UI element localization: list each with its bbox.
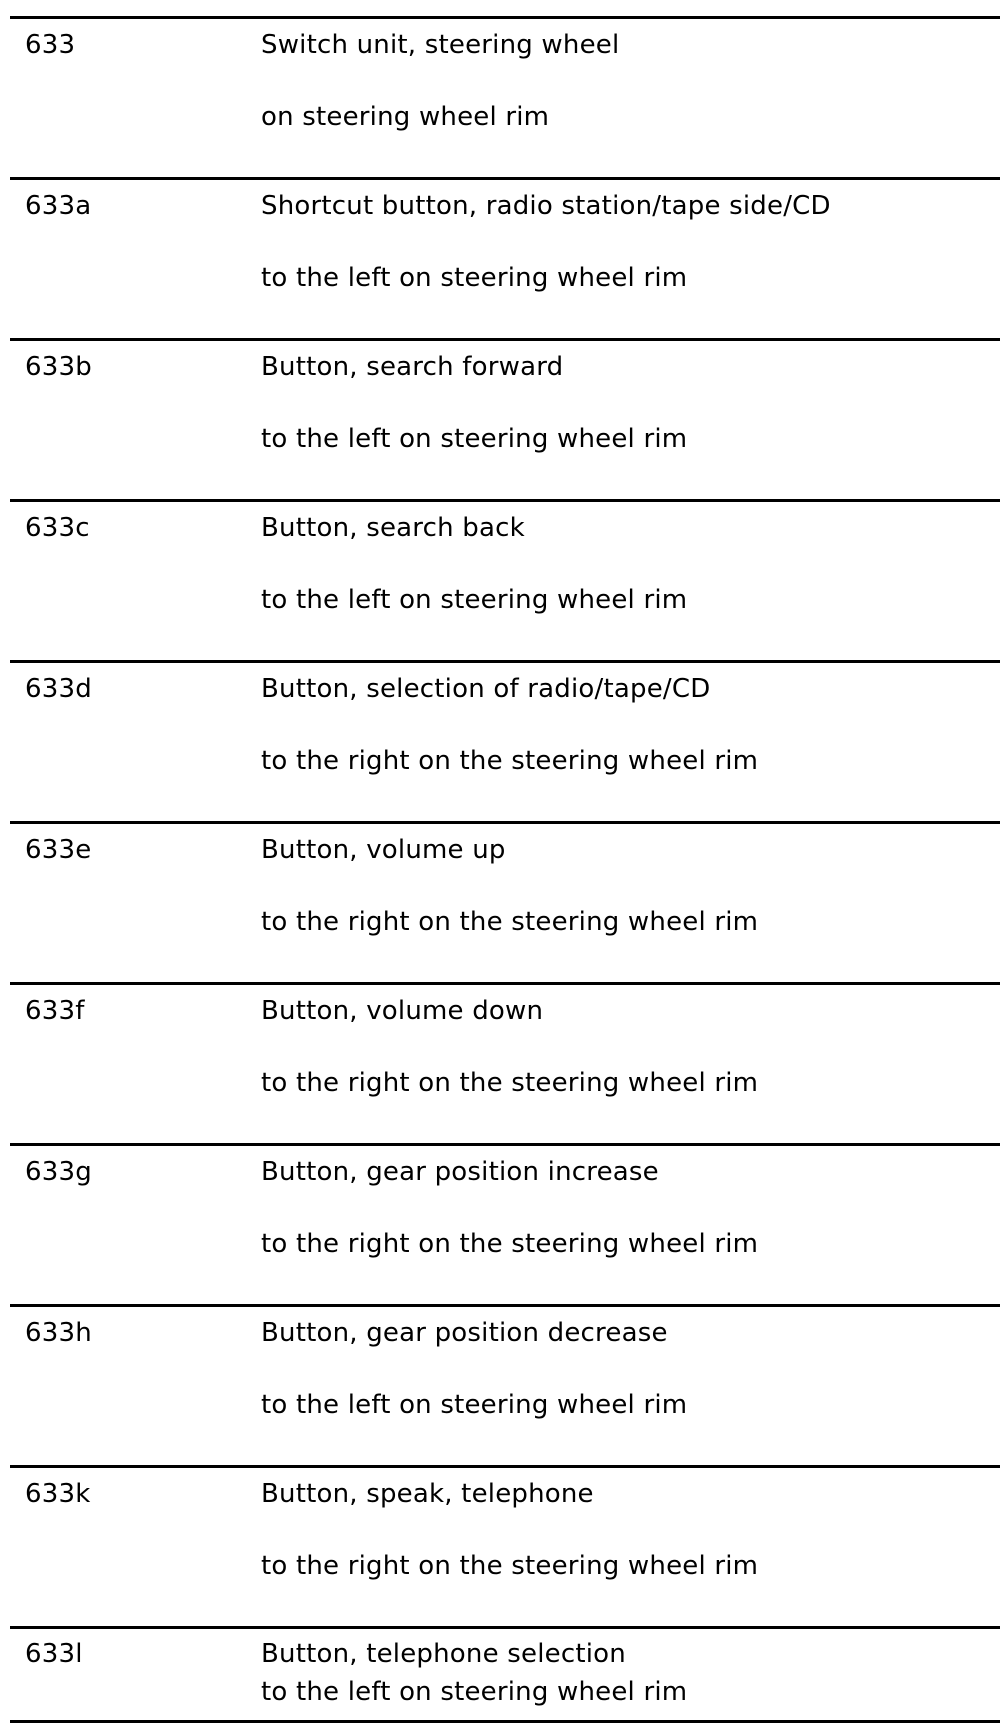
row-location: to the left on steering wheel rim (261, 263, 688, 293)
table-rule (10, 1304, 1000, 1307)
row-location: to the right on the steering wheel rim (261, 746, 759, 776)
row-location: to the left on steering wheel rim (261, 1677, 688, 1707)
table-rule (10, 338, 1000, 341)
row-code: 633a (25, 191, 92, 221)
row-location: on steering wheel rim (261, 102, 550, 132)
row-location: to the left on steering wheel rim (261, 1390, 688, 1420)
table-rule (10, 660, 1000, 663)
row-location: to the right on the steering wheel rim (261, 1068, 759, 1098)
table-rule (10, 982, 1000, 985)
table-rule (10, 1465, 1000, 1468)
row-location: to the right on the steering wheel rim (261, 1551, 759, 1581)
row-description: Button, search back (261, 513, 525, 543)
table-rule (10, 177, 1000, 180)
table-rule (10, 1720, 1000, 1723)
row-code: 633c (25, 513, 90, 543)
table-rule (10, 1626, 1000, 1629)
row-code: 633b (25, 352, 92, 382)
row-location: to the right on the steering wheel rim (261, 907, 759, 937)
row-description: Button, gear position increase (261, 1157, 659, 1187)
row-location: to the left on steering wheel rim (261, 424, 688, 454)
row-description: Button, volume down (261, 996, 544, 1026)
row-code: 633e (25, 835, 92, 865)
row-code: 633k (25, 1479, 91, 1509)
table-rule (10, 1143, 1000, 1146)
row-description: Button, gear position decrease (261, 1318, 668, 1348)
row-location: to the left on steering wheel rim (261, 585, 688, 615)
row-description: Button, speak, telephone (261, 1479, 594, 1509)
row-description: Button, volume up (261, 835, 506, 865)
row-code: 633d (25, 674, 92, 704)
row-code: 633 (25, 30, 76, 60)
row-code: 633g (25, 1157, 92, 1187)
table-rule (10, 16, 1000, 19)
table-rule (10, 821, 1000, 824)
row-description: Button, search forward (261, 352, 564, 382)
row-description: Shortcut button, radio station/tape side/CD (261, 191, 831, 221)
row-location: to the right on the steering wheel rim (261, 1229, 759, 1259)
row-description: Button, selection of radio/tape/CD (261, 674, 711, 704)
row-code: 633h (25, 1318, 92, 1348)
row-description: Switch unit, steering wheel (261, 30, 620, 60)
row-code: 633f (25, 996, 85, 1026)
row-code: 633l (25, 1639, 83, 1669)
table-rule (10, 499, 1000, 502)
row-description: Button, telephone selection (261, 1639, 626, 1669)
